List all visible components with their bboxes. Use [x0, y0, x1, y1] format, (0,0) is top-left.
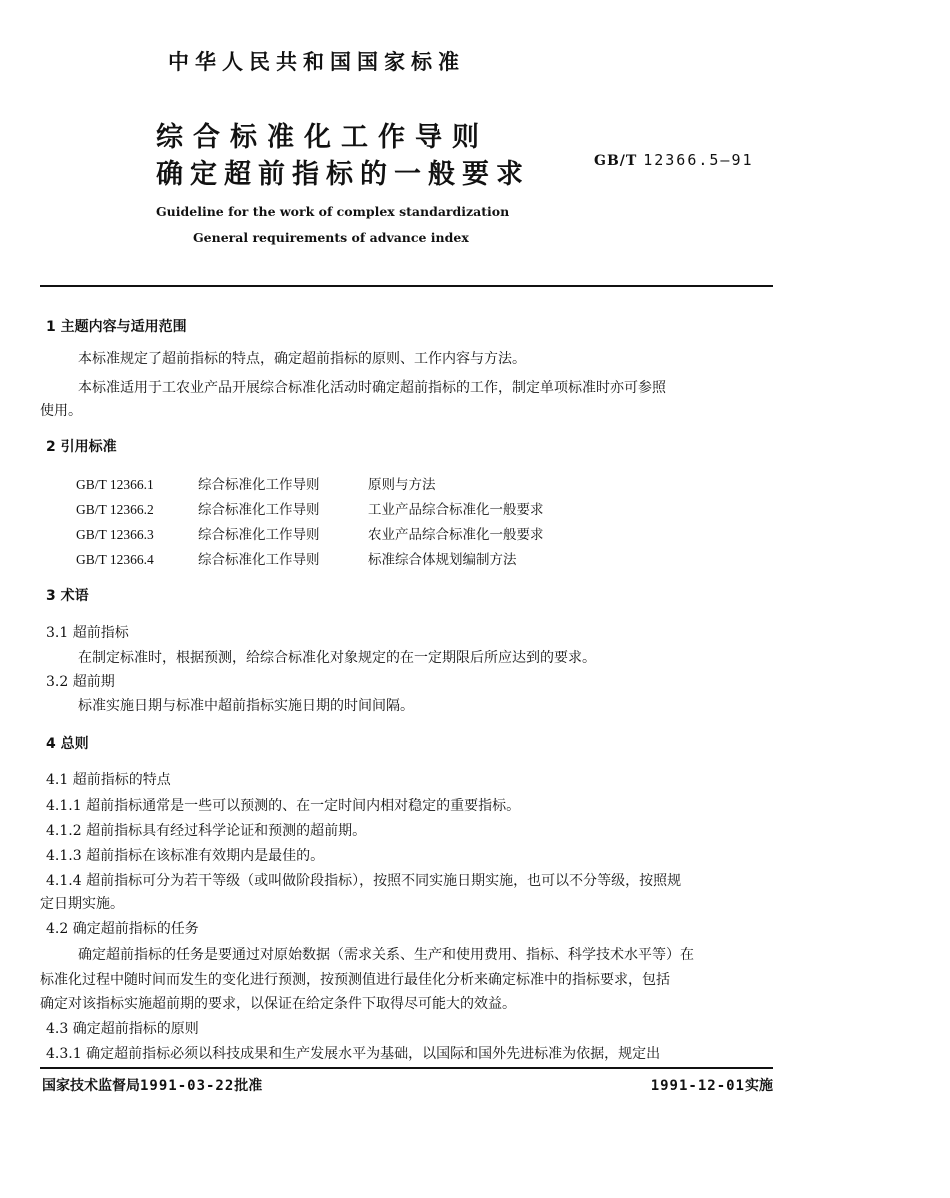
reference-name: 综合标准化工作导则 — [198, 527, 320, 543]
clause-4-1-4-line1: 4.1.4 超前指标可分为若干等级（或叫做阶段指标），按照不同实施日期实施，也可以不分等级，按照规 — [46, 873, 682, 889]
english-title-line2: General requirements of advance index — [193, 230, 469, 245]
clause-4-1-2: 4.1.2 超前指标具有经过科学论证和预测的超前期。 — [46, 823, 367, 839]
clause-4-3-1: 4.3.1 确定超前指标必须以科技成果和生产发展水平为基础，以国际和国外先进标准为依据，规定出 — [46, 1046, 661, 1062]
footer-divider — [40, 1067, 773, 1069]
term-3-1-definition: 在制定标准时，根据预测，给综合标准化对象规定的在一定期限后所应达到的要求。 — [78, 650, 596, 666]
section-4-heading: 4 总则 — [46, 736, 89, 752]
reference-row — [76, 473, 436, 493]
reference-topic: 原则与方法 — [368, 477, 436, 493]
reference-name: 综合标准化工作导则 — [198, 502, 320, 518]
section-1-heading: 1 主题内容与适用范围 — [46, 319, 187, 335]
document-title-line2: 确定超前指标的一般要求 — [156, 159, 530, 190]
approval-suffix: 批准 — [234, 1078, 263, 1094]
reference-code: GB/T 12366.2 — [76, 502, 154, 517]
section-1-para2-line2: 使用。 — [40, 403, 82, 419]
approval-org: 国家技术监督局 — [42, 1078, 140, 1094]
reference-code: GB/T 12366.3 — [76, 527, 154, 542]
issuing-body-title: 中华人民共和国国家标准 — [168, 50, 465, 74]
reference-name: 综合标准化工作导则 — [198, 477, 320, 493]
approval-line — [42, 1075, 262, 1095]
term-3-2-heading: 3.2 超前期 — [46, 674, 115, 690]
clause-4-1-1: 4.1.1 超前指标通常是一些可以预测的、在一定时间内相对稳定的重要指标。 — [46, 798, 521, 814]
section-1-para1: 本标准规定了超前指标的特点，确定超前指标的原则、工作内容与方法。 — [78, 351, 526, 367]
standard-code: 12366.5—91 — [643, 151, 754, 169]
section-1-para2-line1: 本标准适用于工农业产品开展综合标准化活动时确定超前指标的工作，制定单项标准时亦可参照 — [78, 380, 666, 396]
approval-date: 1991-03-22 — [140, 1078, 235, 1094]
term-3-2-definition: 标准实施日期与标准中超前指标实施日期的时间间隔。 — [78, 698, 414, 714]
reference-row — [76, 498, 544, 518]
implementation-suffix: 实施 — [745, 1078, 773, 1094]
reference-topic: 工业产品综合标准化一般要求 — [368, 502, 544, 518]
english-title-line1: Guideline for the work of complex standardization — [156, 204, 510, 219]
clause-4-3: 4.3 确定超前指标的原则 — [46, 1021, 199, 1037]
standard-prefix: GB/T — [594, 153, 638, 169]
clause-4-1-4-line2: 定日期实施。 — [40, 896, 124, 912]
clause-4-2-line2: 标准化过程中随时间而发生的变化进行预测，按预测值进行最佳化分析来确定标准中的指标要求，包括 — [40, 972, 670, 988]
reference-name: 综合标准化工作导则 — [198, 552, 320, 568]
reference-row — [76, 548, 517, 568]
implementation-date: 1991-12-01 — [650, 1078, 745, 1094]
reference-row — [76, 523, 544, 543]
clause-4-2-line1: 确定超前指标的任务是要通过对原始数据（需求关系、生产和使用费用、指标、科学技术水平等）在 — [78, 947, 694, 963]
standard-number — [594, 151, 754, 169]
clause-4-1: 4.1 超前指标的特点 — [46, 772, 171, 788]
reference-code: GB/T 12366.1 — [76, 477, 154, 492]
reference-topic: 标准综合体规划编制方法 — [368, 552, 517, 568]
clause-4-1-3: 4.1.3 超前指标在该标准有效期内是最佳的。 — [46, 848, 325, 864]
clause-4-2-line3: 确定对该指标实施超前期的要求，以保证在给定条件下取得尽可能大的效益。 — [40, 996, 516, 1012]
term-3-1-heading: 3.1 超前指标 — [46, 625, 129, 641]
clause-4-2: 4.2 确定超前指标的任务 — [46, 921, 199, 937]
header-divider — [40, 285, 773, 287]
reference-code: GB/T 12366.4 — [76, 552, 154, 567]
reference-topic: 农业产品综合标准化一般要求 — [368, 527, 544, 543]
section-3-heading: 3 术语 — [46, 588, 89, 604]
document-title-line1: 综合标准化工作导则 — [156, 122, 489, 153]
implementation-line — [651, 1075, 773, 1095]
section-2-heading: 2 引用标准 — [46, 439, 117, 455]
